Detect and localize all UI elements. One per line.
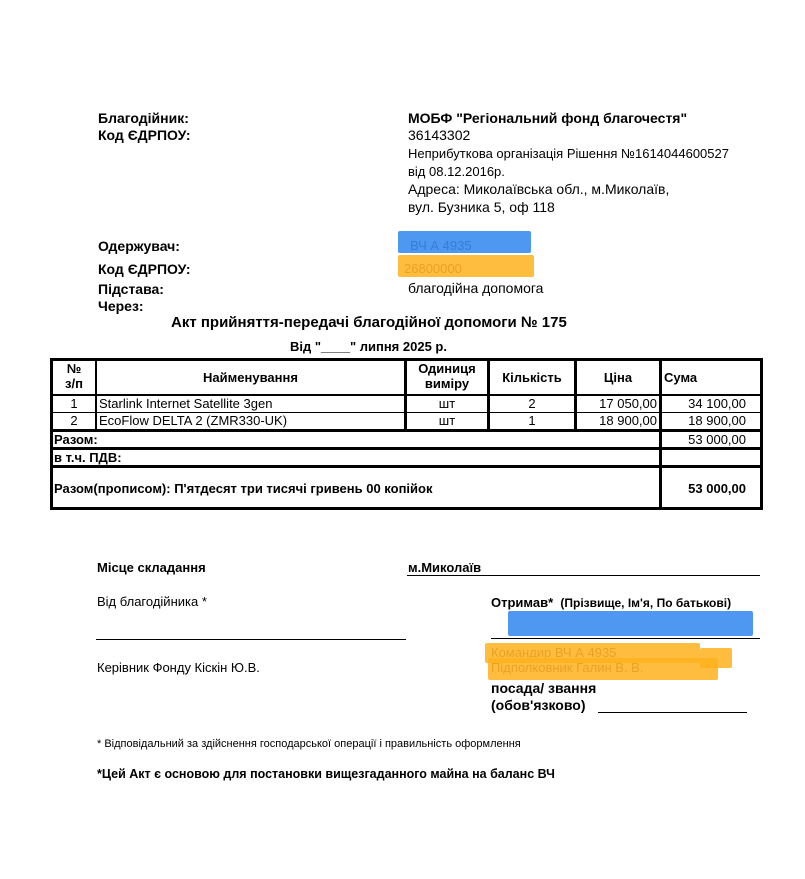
total-words: Разом(прописом): П'ятдесят три тисячі гривень 00 копійок [54,481,433,496]
footnote-responsible: * Відповідальний за здійснення господарської операції і правильність оформлення [97,738,521,750]
donor-address: Адреса: Миколаївська обл., м.Миколаїв, [408,181,670,197]
table-row-qty: 1 [528,413,536,428]
items-table [50,358,763,510]
table-row-num: 2 [70,413,78,428]
mandatory-label: (обов'язково) [491,697,586,713]
donor-line1: Неприбуткова організація Рішення №1614044600527 [408,146,729,161]
head-of-fund: Керівник Фонду Кіскін Ю.В. [97,660,260,675]
redaction-mark [488,658,718,680]
table-row-price: 18 900,00 [599,413,657,428]
table-row-num: 1 [70,396,78,411]
place-label: Місце складання [97,560,206,575]
position-label: посада/ звання [491,680,597,696]
recipient-label: Одержувач: [98,238,180,254]
redaction-mark [398,231,531,253]
table-row-name: EcoFlow DELTA 2 (ZMR330-UK) [99,413,288,428]
table-row-sum: 34 100,00 [688,396,746,411]
position-underline [598,712,747,713]
donor-signature-line [96,639,406,640]
header-qty: Кількість [502,370,562,385]
total-value: 53 000,00 [688,432,746,447]
place-underline [407,575,760,576]
header-name: Найменування [203,370,298,385]
receiver-signature-line [491,638,760,639]
donor-street: вул. Бузника 5, оф 118 [408,199,555,215]
from-donor-label: Від благодійника * [97,594,207,609]
header-unit: Одиниця виміру [418,361,476,391]
basis-label: Підстава: [98,281,164,297]
total-label: Разом: [54,432,98,447]
header-sum: Сума [664,370,698,385]
donor-code-label: Код ЄДРПОУ: [98,127,191,143]
act-date: Від "____" липня 2025 р. [290,339,447,354]
table-row-price: 17 050,00 [599,396,657,411]
header-num: № з/п [65,361,83,391]
via-label: Через: [98,298,144,314]
redaction-mark [398,255,534,277]
table-row-unit: шт [438,413,456,428]
table-row-sum: 18 900,00 [688,413,746,428]
basis-value: благодійна допомога [408,280,544,296]
redaction-mark [700,648,732,668]
donor-name: МОБФ "Регіональний фонд благочестя" [408,110,688,126]
donor-code: 36143302 [408,127,471,143]
redaction-mark [508,611,753,636]
table-row-name: Starlink Internet Satellite 3gen [99,396,273,411]
table-row-unit: шт [438,396,456,411]
table-row-qty: 2 [528,396,536,411]
place-value: м.Миколаїв [408,560,482,575]
donor-line2: від 08.12.2016р. [408,164,505,179]
donor-label: Благодійник: [98,110,189,126]
header-price: Ціна [603,370,633,385]
received-label: Отримав* (Прізвище, Ім'я, По батькові) [491,595,732,610]
vat-label: в т.ч. ПДВ: [54,450,122,465]
act-title: Акт прийняття-передачі благодійної допомоги № 175 [171,314,567,331]
footnote-balance: *Цей Акт є основою для постановки вищезгаданного майна на баланс ВЧ [97,767,555,781]
total-words-value: 53 000,00 [688,481,746,496]
recipient-code-label: Код ЄДРПОУ: [98,261,191,277]
